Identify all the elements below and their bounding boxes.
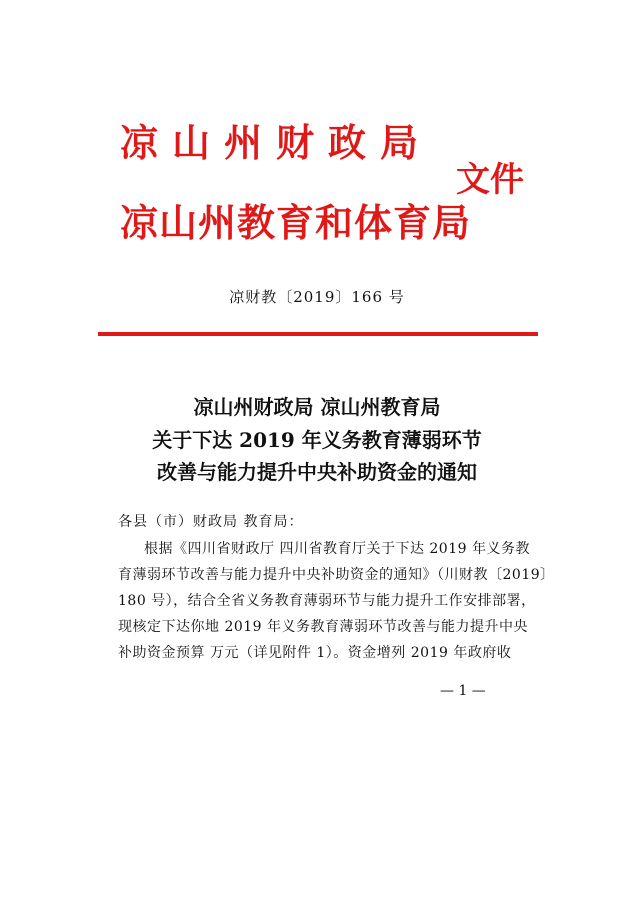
- title-line-3: 改善与能力提升中央补助资金的通知: [157, 460, 477, 484]
- body-line-2: 育薄弱环节改善与能力提升中央补助资金的通知》（川财教〔2019〕: [118, 567, 555, 583]
- document-number: 凉财教〔2019〕166 号: [229, 288, 405, 306]
- title-line-1: 凉山州财政局 凉山州教育局: [193, 395, 441, 419]
- red-divider-line: [98, 332, 538, 336]
- page-number: — 1 —: [440, 683, 486, 699]
- body-line-3: 180 号），结合全省义务教育薄弱环节与能力提升工作安排部署，: [118, 593, 536, 609]
- issuing-agency-finance: 凉山州财政局: [120, 120, 433, 165]
- body-line-5: 补助资金预算 万元（详见附件 1）。资金增列 2019 年政府收: [118, 645, 512, 661]
- title-line-2: 关于下达 2019 年义务教育薄弱环节: [152, 428, 482, 452]
- body-line-4: 现核定下达你地 2019 年义务教育薄弱环节改善与能力提升中央: [118, 619, 529, 635]
- issuing-agency-education: 凉山州教育和体育局: [120, 200, 472, 245]
- salutation: 各县（市）财政局 教育局：: [118, 514, 304, 530]
- body-line-1: 根据《四川省财政厅 四川省教育厅关于下达 2019 年义务教: [144, 541, 530, 557]
- document-type-label: 文件: [456, 160, 524, 200]
